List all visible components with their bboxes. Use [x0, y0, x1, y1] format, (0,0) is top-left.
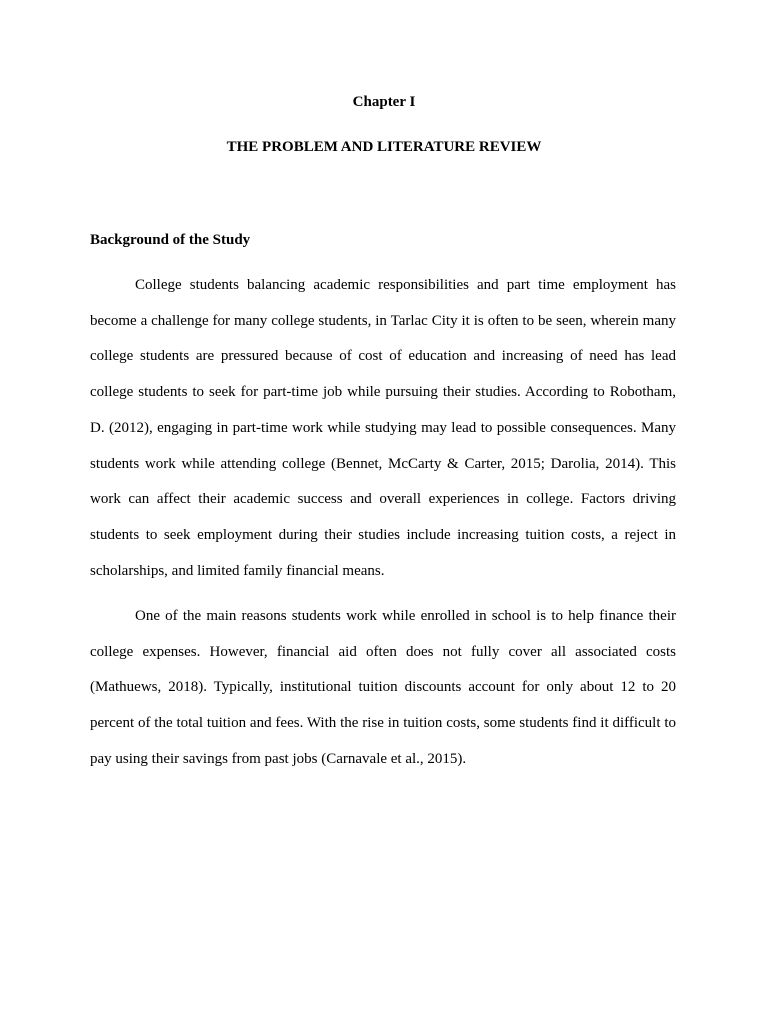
chapter-subtitle: THE PROBLEM AND LITERATURE REVIEW: [226, 139, 542, 155]
body-paragraph: College students balancing academic responsibilities and part time employment has become a challenge for many college students, in Tarlac City it is often to be seen, wherein many college students are pressured because of cost of education and increasing of need has lead college students to seek for part-time job while pursuing their studies. According to Robotham, D. (2012), engaging in part-time work while studying may lead to possible consequences. Many students work while attending college (Bennet, McCarty & Carter, 2015; Darolia, 2014). This work can affect their academic success and overall experiences in college. Factors driving students to seek employment during their studies include increasing tuition costs, a reject in scholarships, and limited family financial means.: [90, 277, 676, 579]
section-heading: Background of the Study: [90, 232, 251, 248]
chapter-title: Chapter I: [352, 94, 416, 110]
body-paragraph: One of the main reasons students work while enrolled in school is to help finance their college expenses. However, financial aid often does not fully cover all associated costs (Mathuews, 2018). Typically, institutional tuition discounts account for only about 12 to 20 percent of the total tuition and fees. With the rise in tuition costs, some students find it difficult to pay using their savings from past jobs (Carnavale et al., 2015).: [90, 608, 676, 767]
